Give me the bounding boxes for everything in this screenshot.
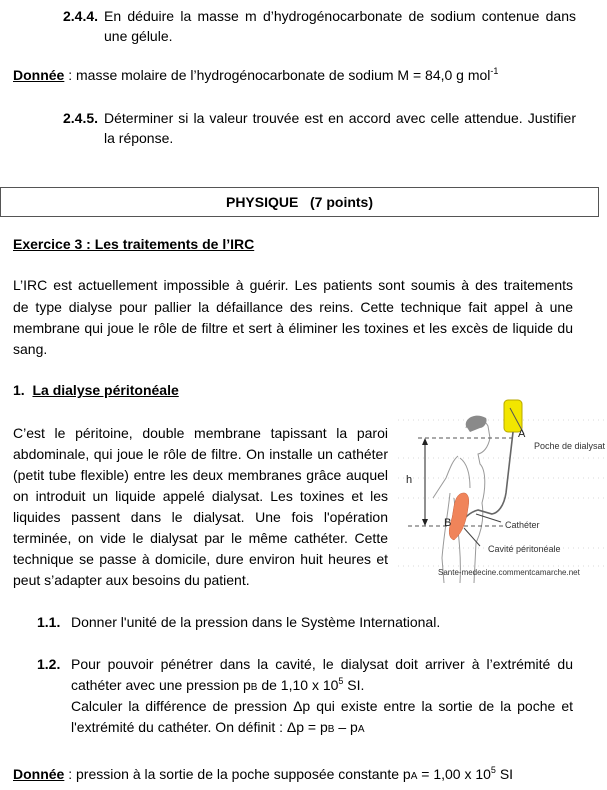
subscript-b: B <box>250 682 258 693</box>
point-b-label: B <box>444 517 452 529</box>
donnee-text: : masse molaire de l’hydrogénocarbonate de sodium M = 84,0 g mol <box>64 67 491 83</box>
donnee-molar-mass <box>13 67 498 83</box>
poche-label: Poche de dialysat <box>534 441 606 451</box>
question-number: 1.2. <box>37 656 61 672</box>
question-text-line: Calculer la différence de pression Δp qui existe entre la sortie de la poche et <box>71 698 573 714</box>
question-number: 2.4.5. <box>63 110 99 126</box>
paragraph-line: C’est le péritoine, double membrane tapissant la paroi <box>13 425 388 441</box>
question-text-line: l'extrémité du cathéter. On définit : Δp = pB – pA <box>71 719 365 735</box>
part-title: La dialyse péritonéale <box>32 382 179 398</box>
paragraph-line: peut s’adapter aux besoins du patient. <box>13 572 250 588</box>
donnee-label: Donnée <box>13 67 65 83</box>
question-text-line: Pour pouvoir pénétrer dans la cavité, le dialysat doit arriver à l’extrémité du <box>71 656 573 672</box>
paragraph-line: sang. <box>13 341 48 357</box>
question-text: Donner l'unité de la pression dans le Système International. <box>71 614 441 630</box>
donnee-label: Donnée <box>13 766 65 782</box>
question-number: 1.1. <box>37 614 61 630</box>
donnee-exponent: -1 <box>490 66 499 76</box>
cavity-label: Cavité péritonéale <box>488 544 561 554</box>
question-number: 2.4.4. <box>63 8 99 24</box>
point-a-label: A <box>518 428 526 440</box>
catheter-label: Cathéter <box>505 520 540 530</box>
paragraph-line: liquides passent dans le dialysat. Une fois l'opération <box>13 509 388 525</box>
paragraph-line: L’IRC est actuellement impossible à guérir. Les patients sont soumis à des traitements <box>13 277 573 293</box>
physique-section-header <box>0 187 599 217</box>
paragraph-line: membrane qui joue le rôle de filtre et sert à éliminer les toxines et les excès de liquide du <box>13 320 573 336</box>
paragraph-line: terminée, on vide le dialysat par le même cathéter. Cette <box>13 530 388 546</box>
exercise-title: Exercice 3 : Les traitements de l’IRC <box>13 236 255 252</box>
question-text-line: la réponse. <box>104 130 174 146</box>
part-1-heading <box>13 382 179 398</box>
peritoneal-dialysis-diagram <box>398 398 607 583</box>
image-credit: Sante-medecine.commentcamarche.net <box>438 568 580 577</box>
question-text-line: une gélule. <box>104 28 173 44</box>
height-h-label: h <box>406 474 413 486</box>
part-number: 1. <box>13 382 25 398</box>
question-text-line: En déduire la masse m d’hydrogénocarbonate de sodium contenue dans <box>104 8 576 24</box>
question-text-line: cathéter avec une pression pB de 1,10 x $10^5$ SI. <box>71 676 365 693</box>
paragraph-line: de type dialyse pour pallier la défaillance des reins. Cette technique fait appel à une <box>13 299 573 315</box>
paragraph-line: technique se passe à domicile, dure environ huit heures et <box>13 551 388 567</box>
dialysis-illustration <box>398 398 607 583</box>
donnee-pressure: Donnée : pression à la sortie de la poche supposée constante pA = 1,00 x $10^5$ SI <box>13 765 514 782</box>
paragraph-line: (petit tube flexible) entre les deux membranes grâce auquel <box>13 467 388 483</box>
question-text-line: Déterminer si la valeur trouvée est en accord avec celle attendue. Justifier <box>104 110 576 126</box>
paragraph-line: abdominale, qui joue le rôle de filtre. On installe un cathéter <box>13 446 388 462</box>
paragraph-line: on introduit un liquide appelé dialysat. Les toxines et les <box>13 488 388 504</box>
section-title: PHYSIQUE (7 points) <box>225 194 373 210</box>
